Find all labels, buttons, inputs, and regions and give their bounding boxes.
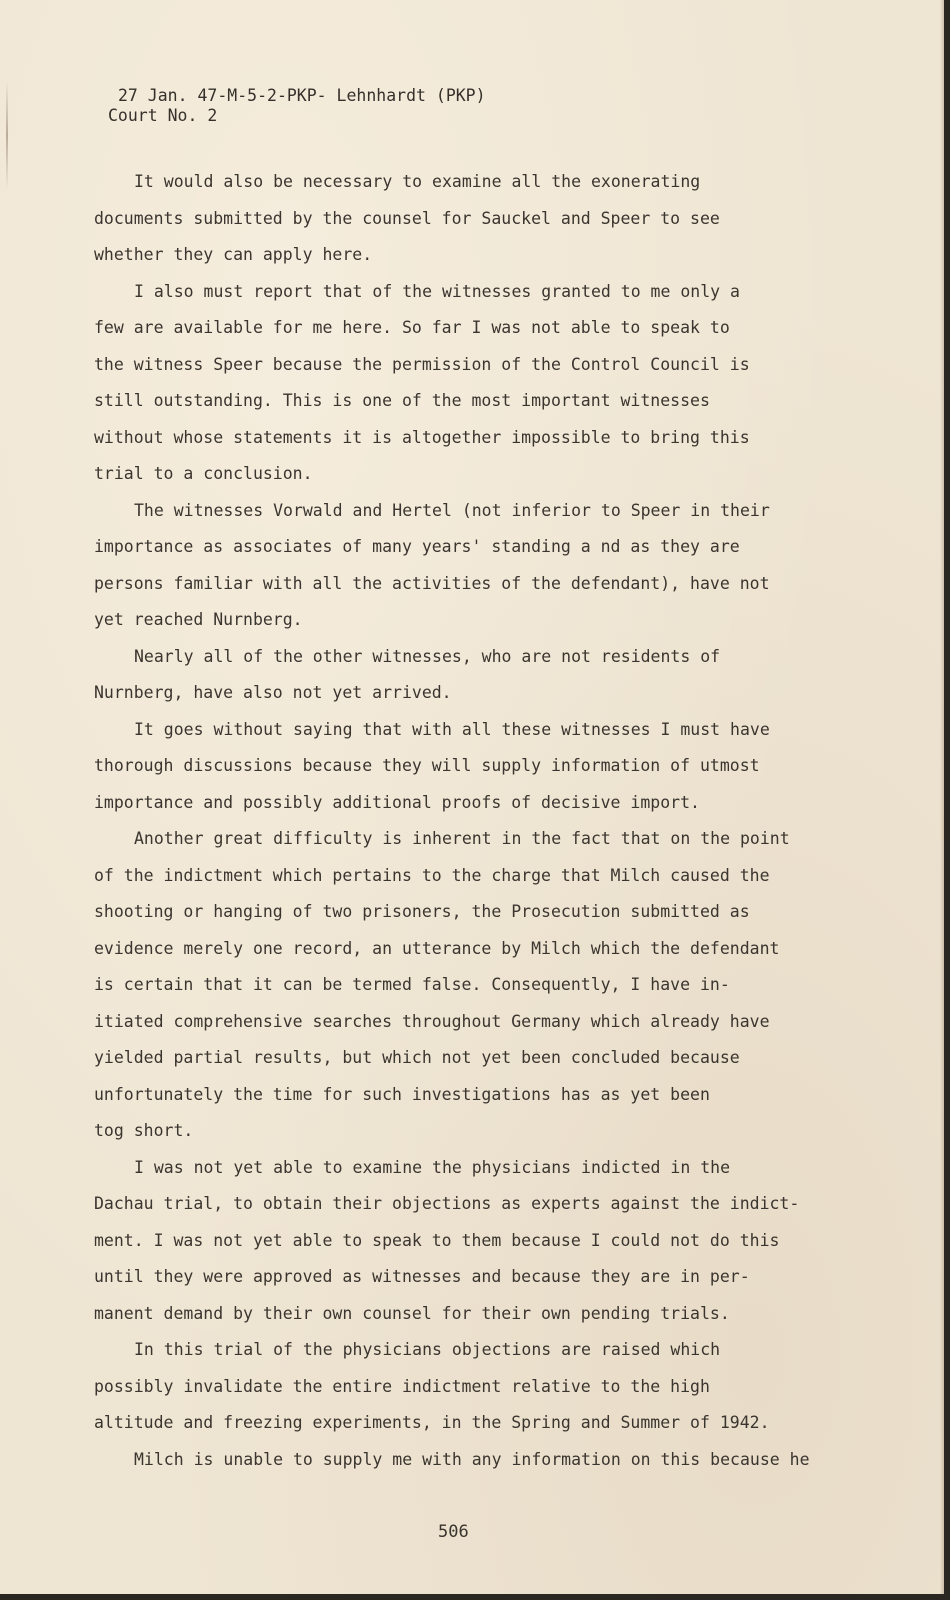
document-body <box>94 164 834 1478</box>
text-line: whether they can apply here. <box>94 245 373 264</box>
text-line: manent demand by their own counsel for their own pending trials. <box>94 1303 730 1323</box>
text-line: documents submitted by the counsel for Sauckel and Speer to see <box>94 208 720 228</box>
text-line: importance as associates of many years' standing a nd as they are <box>94 537 740 556</box>
text-line: yielded partial results, but which not yet been concluded because <box>94 1048 740 1067</box>
text-line: I also must report that of the witnesses granted to me only a <box>134 281 740 301</box>
text-line: Nearly all of the other witnesses, who are not residents of <box>134 646 721 666</box>
text-line: It goes without saying that with all these witnesses I must have <box>134 719 770 739</box>
text-line: itiated comprehensive searches throughout Germany which already have <box>94 1011 770 1031</box>
text-line: In this trial of the physicians objections are raised which <box>134 1340 721 1359</box>
text-line: The witnesses Vorwald and Hertel (not inferior to Speer in their <box>134 500 770 520</box>
text-line: It would also be necessary to examine all the exonerating <box>134 172 701 191</box>
text-line: until they were approved as witnesses and because they are in per- <box>94 1267 750 1286</box>
text-line: tog short. <box>94 1121 194 1140</box>
text-line: yet reached Nurnberg. <box>94 610 303 629</box>
text-line: ment. I was not yet able to speak to them because I could not do this <box>94 1230 780 1250</box>
header-court-line: Court No. 2 <box>108 106 218 125</box>
text-line: the witness Speer because the permission of the Control Council is <box>94 354 750 374</box>
text-line: shooting or hanging of two prisoners, the Prosecution submitted as <box>94 902 750 921</box>
text-line: persons familiar with all the activities of the defendant), have not <box>94 573 770 593</box>
text-line: without whose statements it is altogether impossible to bring this <box>94 427 750 447</box>
text-line: I was not yet able to examine the physicians indicted in the <box>134 1157 731 1177</box>
text-line: altitude and freezing experiments, in the Spring and Summer of 1942. <box>94 1413 770 1432</box>
text-line: Nurnberg, have also not yet arrived. <box>94 683 452 702</box>
document-header <box>108 86 486 126</box>
text-line: of the indictment which pertains to the charge that Milch caused the <box>94 865 770 885</box>
text-line: few are available for me here. So far I was not able to speak to <box>94 318 730 337</box>
page-edge-right <box>940 0 944 1594</box>
text-line: thorough discussions because they will supply information of utmost <box>94 756 760 775</box>
page-edge-left <box>6 80 8 190</box>
text-line: Milch is unable to supply me with any information on this because he <box>134 1449 810 1469</box>
text-line: is certain that it can be termed false. Consequently, I have in- <box>94 975 730 994</box>
page-number: 506 <box>438 1522 469 1542</box>
text-line: still outstanding. This is one of the most important witnesses <box>94 391 710 410</box>
text-line: Another great difficulty is inherent in the fact that on the point <box>134 829 790 848</box>
text-line: trial to a conclusion. <box>94 464 313 483</box>
text-line: possibly invalidate the entire indictment relative to the high <box>94 1376 710 1396</box>
text-line: evidence merely one record, an utterance by Milch which the defendant <box>94 938 780 958</box>
text-line: importance and possibly additional proofs of decisive import. <box>94 792 700 812</box>
header-reference-line: 27 Jan. 47-M-5-2-PKP- Lehnhardt (PKP) <box>118 86 486 105</box>
text-line: Dachau trial, to obtain their objections as experts against the indict- <box>94 1194 800 1213</box>
text-line: unfortunately the time for such investigations has as yet been <box>94 1084 710 1104</box>
